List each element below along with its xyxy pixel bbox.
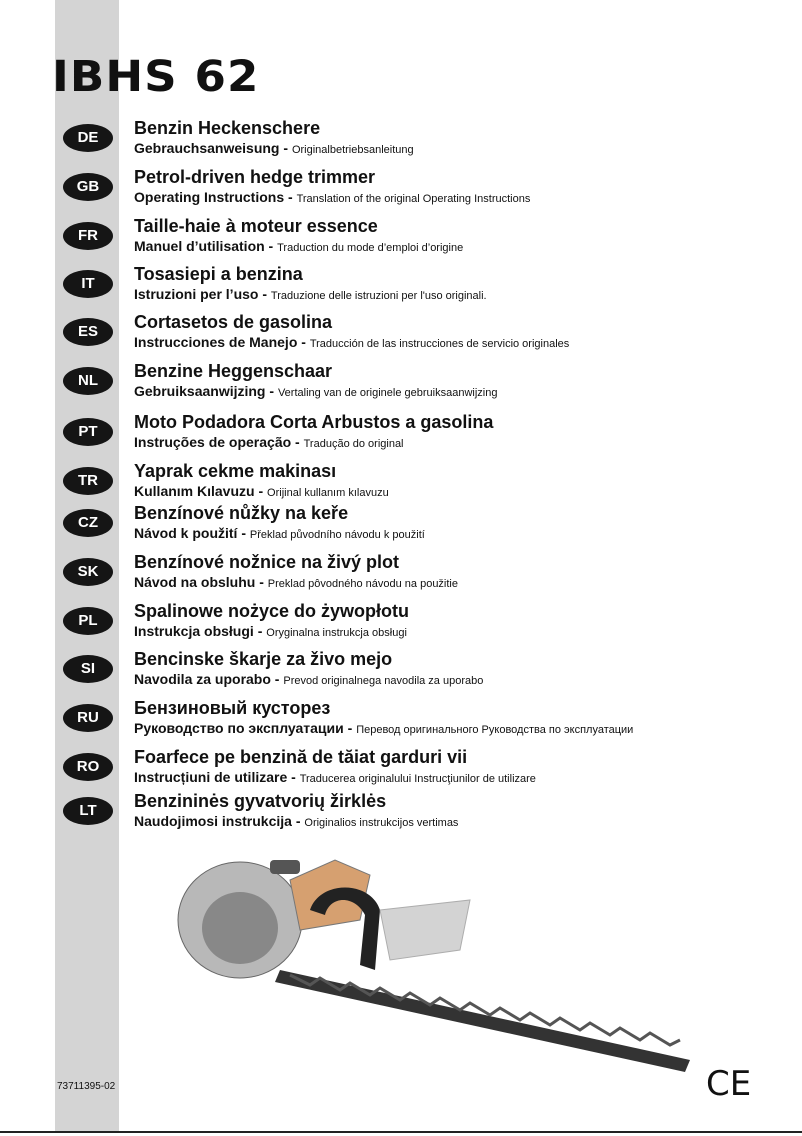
manual-title: Návod k použití: [134, 525, 238, 541]
language-badge: TR: [63, 467, 113, 495]
language-badge: SI: [63, 655, 113, 683]
language-badge: NL: [63, 367, 113, 395]
manual-title: Kullanım Kılavuzu: [134, 483, 255, 499]
manual-note: Перевод оригинального Руководства по эксплуатации: [356, 724, 634, 736]
manual-title: Navodila za uporabo: [134, 671, 271, 687]
product-name: Benzininės gyvatvorių žirklės: [134, 791, 387, 811]
manual-note: Preklad pôvodného návodu na použitie: [267, 578, 458, 590]
language-badge: RU: [63, 704, 113, 732]
manual-note: Translation of the original Operating Instructions: [296, 193, 531, 205]
language-badge: FR: [63, 222, 113, 250]
product-name: Yaprak cekme makinası: [134, 461, 337, 481]
language-row-pt: [0, 412, 802, 466]
manual-title: Instrukcja obsługi: [134, 623, 254, 639]
manual-line: Istruzioni per l’uso - Traduzione delle istruzioni per l'uso originali.: [134, 286, 487, 302]
manual-note: Traduction du mode d’emploi d’origine: [277, 242, 464, 254]
language-row-cz: [0, 503, 802, 557]
manual-line: Gebruiksaanwijzing - Vertaling van de originele gebruiksaanwijzing: [134, 383, 498, 399]
product-name: Бензиновый кусторез: [134, 698, 331, 718]
product-name: Bencinske škarje za živo mejo: [134, 649, 393, 669]
manual-note: Oryginalna instrukcja obsługi: [266, 627, 407, 639]
language-row-lt: [0, 791, 802, 845]
product-name: Moto Podadora Corta Arbustos a gasolina: [134, 412, 494, 432]
manual-note: Originalios instrukcijos vertimas: [304, 817, 459, 829]
document-code: 73711395-02: [57, 1081, 116, 1092]
product-name: Benzínové nůžky na keře: [134, 503, 349, 523]
manual-line: Naudojimosi instrukcija - Originalios instrukcijos vertimas: [134, 813, 459, 829]
product-name: Benzine Heggenschaar: [134, 361, 333, 381]
manual-note: Vertaling van de originele gebruiksaanwijzing: [277, 387, 498, 399]
manual-line: Návod na obsluhu - Preklad pôvodného návodu na použitie: [134, 574, 458, 590]
hedge-trimmer-image: [170, 850, 700, 1080]
product-name: Tosasiepi a benzina: [134, 264, 303, 284]
manual-line: Operating Instructions - Translation of the original Operating Instructions: [134, 189, 531, 205]
language-row-fr: [0, 216, 802, 270]
manual-title: Руководство по эксплуатации: [134, 720, 344, 736]
manual-title: Instrucciones de Manejo: [134, 334, 298, 350]
language-row-tr: [0, 461, 802, 515]
manual-note: Originalbetriebsanleitung: [291, 144, 414, 156]
bottom-rule: [0, 1131, 802, 1133]
language-row-ro: [0, 747, 802, 801]
language-row-de: [0, 118, 802, 172]
language-row-gb: [0, 167, 802, 221]
manual-title: Naudojimosi instrukcija: [134, 813, 292, 829]
language-row-ru: [0, 698, 802, 752]
manual-title: Gebruiksaanwijzing: [134, 383, 266, 399]
language-badge: CZ: [63, 509, 113, 537]
manual-line: Návod k použití - Překlad původního návodu k použití: [134, 525, 425, 541]
product-name: Cortasetos de gasolina: [134, 312, 333, 332]
manual-note: Traducción de las instrucciones de servicio originales: [309, 338, 570, 350]
manual-title: Instrucțiuni de utilizare: [134, 769, 288, 785]
manual-line: Instrucțiuni de utilizare - Traducerea originalului Instrucţiunilor de utilizare: [134, 769, 536, 785]
manual-title: Návod na obsluhu: [134, 574, 256, 590]
manual-note: Překlad původního návodu k použití: [249, 529, 425, 541]
language-badge: RO: [63, 753, 113, 781]
language-row-nl: [0, 361, 802, 415]
manual-note: Orijinal kullanım kılavuzu: [267, 487, 389, 499]
language-row-sk: [0, 552, 802, 606]
manual-line: Instrukcja obsługi - Oryginalna instrukcja obsługi: [134, 623, 407, 639]
manual-title: Istruzioni per l’uso: [134, 286, 259, 302]
manual-line: Руководство по эксплуатации - Перевод оригинального Руководства по эксплуатации: [134, 720, 634, 736]
product-name: Spalinowe nożyce do żywopłotu: [134, 601, 410, 621]
product-name: Foarfece pe benzină de tăiat garduri vii: [134, 747, 468, 767]
manual-line: Gebrauchsanweisung - Originalbetriebsanleitung: [134, 140, 414, 156]
language-row-es: [0, 312, 802, 366]
manual-note: Traducerea originalului Instrucţiunilor de utilizare: [299, 773, 536, 785]
manual-note: Traduzione delle istruzioni per l'uso originali.: [270, 290, 487, 302]
language-badge: SK: [63, 558, 113, 586]
language-badge: DE: [63, 124, 113, 152]
language-badge: PT: [63, 418, 113, 446]
model-title: IBHS 62: [52, 52, 260, 102]
manual-line: Instrucciones de Manejo - Traducción de las instrucciones de servicio originales: [134, 334, 570, 350]
manual-title: Gebrauchsanweisung: [134, 140, 280, 156]
manual-title: Operating Instructions: [134, 189, 285, 205]
language-row-si: [0, 649, 802, 703]
language-badge: PL: [63, 607, 113, 635]
language-badge: GB: [63, 173, 113, 201]
manual-line: Kullanım Kılavuzu - Orijinal kullanım kılavuzu: [134, 483, 389, 499]
manual-note: Tradução do original: [303, 438, 404, 450]
manual-note: Prevod originalnega navodila za uporabo: [283, 675, 484, 687]
language-badge: ES: [63, 318, 113, 346]
manual-title: Manuel d’utilisation: [134, 238, 265, 254]
product-name: Benzínové nožnice na živý plot: [134, 552, 400, 572]
language-row-it: [0, 264, 802, 318]
language-badge: LT: [63, 797, 113, 825]
manual-line: Navodila za uporabo - Prevod originalnega navodila za uporabo: [134, 671, 484, 687]
manual-title: Instruções de operação: [134, 434, 292, 450]
product-name: Benzin Heckenschere: [134, 118, 321, 138]
manual-line: Instruções de operação - Tradução do original: [134, 434, 404, 450]
language-row-pl: [0, 601, 802, 655]
language-badge: IT: [63, 270, 113, 298]
product-name: Taille-haie à moteur essence: [134, 216, 378, 236]
manual-line: Manuel d’utilisation - Traduction du mode d’emploi d’origine: [134, 238, 464, 254]
product-name: Petrol-driven hedge trimmer: [134, 167, 376, 187]
ce-mark: CE: [706, 1064, 752, 1104]
